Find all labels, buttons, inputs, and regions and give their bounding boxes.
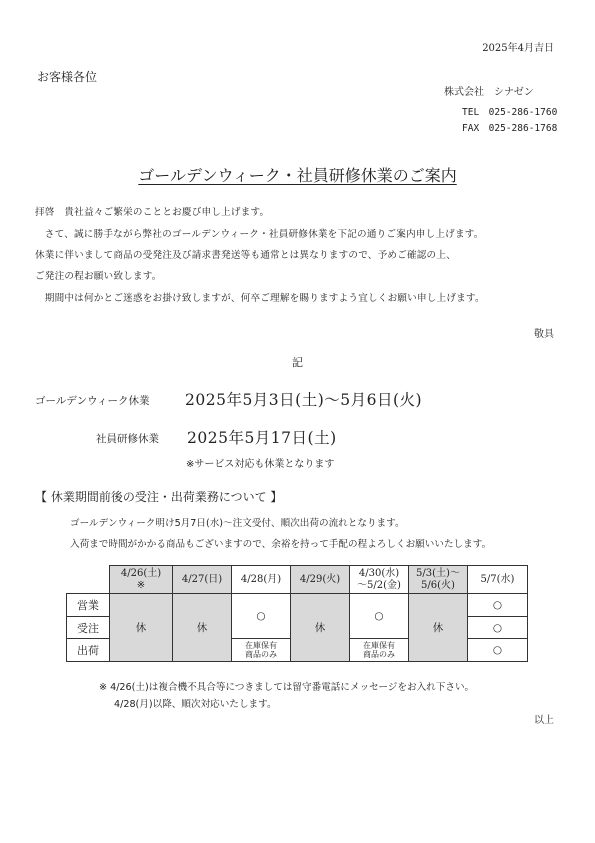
gw-holiday-label: ゴールデンウィーク休業 xyxy=(35,395,150,407)
closing-ijo: 以上 xyxy=(534,715,554,726)
cell-0429-closed: 休 xyxy=(291,594,350,662)
body-line-apology: 期間中は何かとご迷惑をお掛け致しますが、何卒ご理解を賜りますよう宜しくお願い申し上げます。 xyxy=(35,293,485,304)
cell-0430-open: ○ xyxy=(350,594,409,639)
cell-0428-shipping-note: 在庫保有 商品のみ xyxy=(232,639,291,662)
ki-marker: 記 xyxy=(292,356,303,369)
section-heading: 【 休業期間前後の受注・出荷業務について 】 xyxy=(35,490,283,504)
col-header-0503-0506: 5/3(土)～ 5/6(火) xyxy=(409,566,468,594)
schedule-table xyxy=(66,565,528,662)
cell-0426-closed: 休 xyxy=(110,594,173,662)
cell-0503-closed: 休 xyxy=(409,594,468,662)
body-line-request: ご発注の程お願い致します。 xyxy=(35,271,162,282)
footnote-followup: 4/28(月)以降、順次対応いたします。 xyxy=(114,699,277,710)
training-holiday-label: 社員研修休業 xyxy=(96,433,159,445)
cell-0430-shipping-note: 在庫保有 商品のみ xyxy=(350,639,409,662)
document-title xyxy=(0,163,595,186)
row-header-orders: 受注 xyxy=(67,617,110,639)
col-header-0429: 4/29(火) xyxy=(291,566,350,594)
cell-0427-closed: 休 xyxy=(173,594,232,662)
training-holiday-note: ※サービス対応も休業となります xyxy=(186,459,335,470)
cell-0428-open: ○ xyxy=(232,594,291,639)
recipient: お客様各位 xyxy=(37,70,98,84)
col-header-0428: 4/28(月) xyxy=(232,566,291,594)
footnote-voicemail: ※ 4/26(土)は複合機不具合等につきましては留守番電話にメッセージをお入れ下さい。 xyxy=(99,682,475,693)
col-header-0507: 5/7(水) xyxy=(468,566,528,594)
col-header-0426: 4/26(土) ※ xyxy=(110,566,173,594)
row-header-shipping: 出荷 xyxy=(67,639,110,662)
body-line-announcement: さて、誠に勝手ながら弊社のゴールデンウィーク・社員研修休業を下記の通りご案内申し上げます。 xyxy=(35,229,484,240)
col-header-0430-0502: 4/30(水) ～5/2(金) xyxy=(350,566,409,594)
col-header-0427: 4/27(日) xyxy=(173,566,232,594)
section-line-orders: ゴールデンウィーク明け5月7日(水)～注文受付、順次出荷の流れとなります。 xyxy=(70,518,405,529)
document-title-text: ゴールデンウィーク・社員研修休業のご案内 xyxy=(138,166,457,185)
body-line-notice: 休業に伴いまして商品の受発注及び請求書発送等も通常とは異なりますので、予めご確認の上、 xyxy=(35,250,456,261)
table-corner xyxy=(67,566,110,594)
tel-number: TEL 025-286-1760 xyxy=(462,107,558,118)
issue-date: 2025年4月吉日 xyxy=(482,43,554,54)
gw-holiday-dates: 2025年5月3日(土)～5月6日(火) xyxy=(185,391,423,409)
training-holiday-date: 2025年5月17日(土) xyxy=(187,429,337,447)
fax-number: FAX 025-286-1768 xyxy=(462,123,558,134)
row-header-business: 営業 xyxy=(67,594,110,617)
cell-0507-business-open: ○ xyxy=(468,594,528,617)
closing-keigu: 敬具 xyxy=(534,329,554,340)
body-line-greeting: 拝啓 貴社益々ご繁栄のこととお慶び申し上げます。 xyxy=(35,207,270,218)
cell-0507-orders-open: ○ xyxy=(468,617,528,639)
cell-0507-shipping-open: ○ xyxy=(468,639,528,662)
company-name: 株式会社 シナゼン xyxy=(444,87,534,98)
section-line-advance: 入荷まで時間がかかる商品もございますので、余裕を持って手配の程よろしくお願いいたします。 xyxy=(70,539,492,550)
